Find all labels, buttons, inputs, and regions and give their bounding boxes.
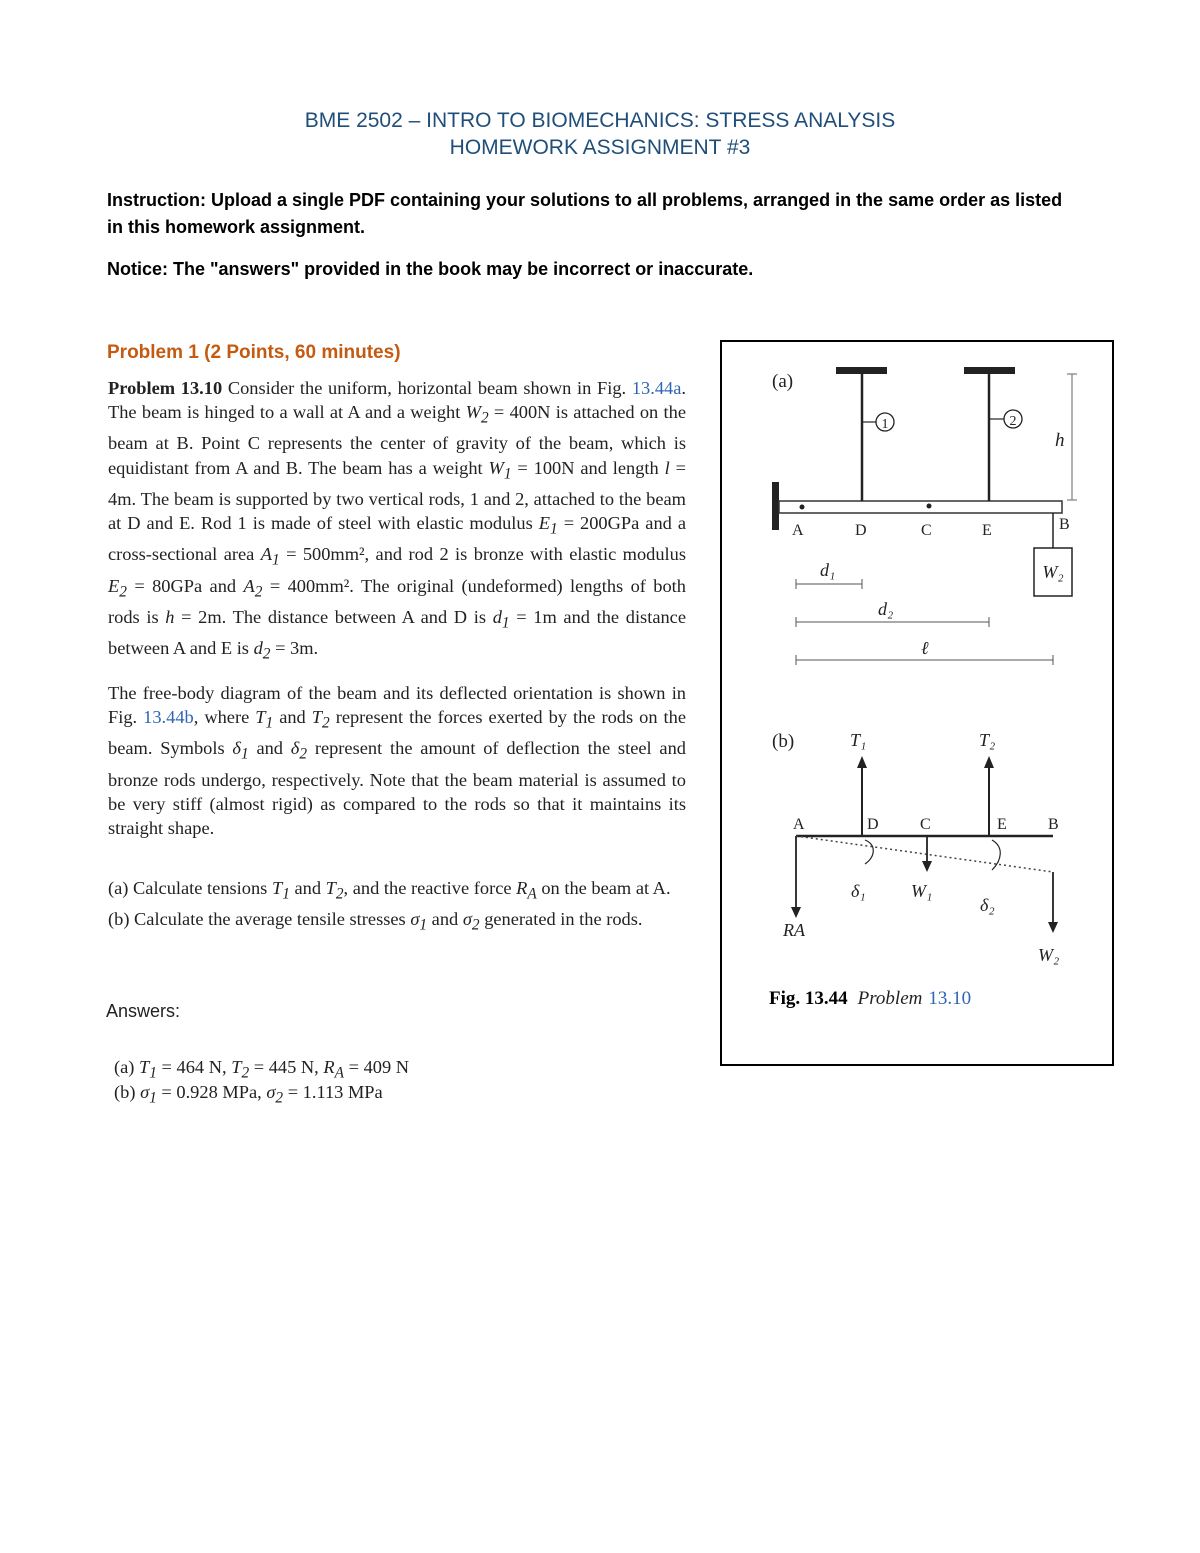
fbd-ra-label: RA [783,920,805,940]
fbd-description [108,681,686,841]
notice-text: Notice: The "answers" provided in the book may be incorrect or inaccurate. [107,259,754,279]
text: = 445 N, [253,1057,319,1077]
symbol-l: l [664,457,670,478]
hinge-pin [800,505,805,510]
text: = 4m. The beam is supported by two vertical rods, 1 and 2, attached to the beam at D and E. Rod 1 is made of steel with elastic modulus [108,457,686,534]
symbol-w2: $W_2$ [465,402,489,428]
beam [779,501,1062,513]
figure-caption [769,988,971,1009]
t2-arrow-head [984,756,994,768]
text: = 1.113 MPa [287,1082,383,1102]
text: = 2m. The distance between A and D is [181,606,487,627]
document-subtitle: HOMEWORK ASSIGNMENT #3 [449,136,751,159]
text: and [431,909,459,930]
text: represent the forces exerted by the rods on the beam. Symbols [108,707,687,759]
text: = 409 N [348,1057,410,1077]
question-b [108,907,686,938]
fbd-t2-label: T₂ [979,730,996,750]
text: = 464 N, [161,1057,227,1077]
text: = 200GPa and a cross-sectional area [108,513,686,565]
symbol-e1: $E_1$ [538,513,558,539]
caption-label: Fig. 13.44 [769,988,848,1009]
ra-arrow-head [791,907,801,918]
problem-heading: Problem 1 (2 Points, 60 minutes) [107,342,401,363]
text: and [294,878,322,898]
symbol-delta1: $\delta_1$ [232,738,249,764]
symbol-delta2: $\delta_2$ [290,738,308,764]
label-b: (b) [772,731,795,752]
rod-1-marker: 1 [881,417,889,432]
figure-ref-b[interactable]: 13.44b [143,707,194,728]
fbd-delta2-label: δ₂ [980,895,995,915]
fbd-c-label: C [920,816,931,833]
ceiling-support-1 [836,367,887,374]
fbd-e-label: E [997,816,1007,833]
question-a [108,876,686,907]
symbol-t2: $T_2$ [311,707,330,733]
text: = 400mm². The original (undeformed) lengths of both rods is [108,575,686,627]
t1-arrow-head [857,756,867,768]
text: = 500mm², and rod 2 is bronze with elastic modulus [286,544,686,565]
point-e-label: E [982,522,992,539]
center-of-gravity-dot [927,504,932,509]
symbol-a2: $A_2$ [243,575,263,601]
delta2-arc [992,840,1000,870]
text: . The beam is hinged to a wall at A and a weight [108,378,686,423]
symbol-w1: $W_1$ [488,457,512,483]
wall [772,482,779,530]
label-a: (a) [772,371,794,392]
fbd-w1-label: W₁ [911,881,933,901]
w2-arrow-head [1048,922,1058,933]
d1-label: d₁ [820,560,836,580]
text: represent the amount of deflection the steel and bronze rods undergo, respectively. Note that the beam material is assumed to be very stiff (almost rigid) as compared to the rods so that it maintains its straight shape. [108,738,686,839]
rod-2-marker: 2 [1009,414,1017,429]
symbol-ra: $R_A$ [323,1057,344,1082]
text: = 400N is attached on the beam at B. Point C represents the center of gravity of the beam, which is equidistant from A and B. The beam has a weight [108,402,686,478]
point-d-label: D [855,522,867,539]
symbol-d2: $d_2$ [253,637,271,663]
figure-box [720,340,1114,1066]
question-list [108,876,686,938]
fbd-d-label: D [867,816,879,833]
w1-arrow-head [922,861,932,872]
symbol-h: h [165,606,175,627]
answer-a [114,1057,409,1083]
text: on the beam at A. [541,878,671,898]
book-problem-label: Problem 13.10 [108,378,223,398]
beam-figure [722,342,1112,1064]
symbol-sigma2: $\sigma_2$ [462,909,480,934]
text: = 1m and the distance between A and E is [108,606,687,658]
fbd-a-label: A [793,816,805,833]
d2-label: d₂ [878,599,894,619]
w2-box-label: W₂ [1042,562,1064,582]
problem-statement [108,376,686,667]
delta1-arc [865,840,873,864]
symbol-sigma1: $\sigma_1$ [140,1082,157,1107]
symbol-t1: $T_1$ [271,878,290,903]
text: and [279,707,306,728]
symbol-sigma1: $\sigma_1$ [410,909,428,934]
text: = 3m. [275,637,319,658]
instruction-text: Instruction: Upload a single PDF containing your solutions to all problems, arranged in the same order as listed in this homework assignment. [107,190,1063,237]
symbol-sigma2: $\sigma_2$ [266,1082,284,1107]
symbol-t2: $T_2$ [325,878,344,903]
text: (a) Calculate tensions [108,878,268,898]
text: (b) [114,1082,136,1102]
ceiling-support-2 [964,367,1015,374]
figure-ref-a[interactable]: 13.44a [631,378,682,398]
symbol-a1: $A_1$ [260,544,280,570]
text: = 100N and length [517,457,659,478]
fbd-t1-label: T₁ [850,730,867,750]
symbol-e2: $E_2$ [108,575,127,601]
symbol-t1: $T_1$ [255,707,274,733]
text: and [256,738,283,759]
answer-b [114,1082,383,1108]
symbol-t1: $T_1$ [139,1057,157,1082]
point-a-label: A [792,522,804,539]
text: , where [193,707,250,728]
text: (b) Calculate the average tensile stresses [108,909,406,930]
text: (a) [114,1057,135,1077]
text: Consider the uniform, horizontal beam shown in Fig. [227,378,627,398]
point-c-label: C [921,522,932,539]
text: = 0.928 MPa, [161,1082,262,1102]
point-b-label: B [1059,516,1070,533]
text: generated in the rods. [484,909,643,930]
caption-problem: Problem [857,988,923,1009]
l-label: ℓ [921,638,929,658]
text: = 80GPa and [134,575,237,596]
fbd-delta1-label: δ₁ [851,881,866,901]
deflected-beam-line [796,836,1053,872]
symbol-t2: $T_2$ [231,1057,250,1082]
answers-label: Answers: [106,1001,181,1021]
fbd-b-label: B [1048,816,1059,833]
symbol-d1: $d_1$ [492,606,510,632]
text: , and the reactive force [343,878,512,898]
fbd-w2-label: W₂ [1038,945,1060,965]
caption-ref[interactable]: 13.10 [928,988,972,1009]
document-title: BME 2502 – INTRO TO BIOMECHANICS: STRESS ANALYSIS [304,109,896,132]
symbol-ra: $R_A$ [516,878,537,903]
text: The free-body diagram of the beam and its deflected orientation is shown in Fig. [108,683,686,728]
h-label: h [1055,430,1065,451]
